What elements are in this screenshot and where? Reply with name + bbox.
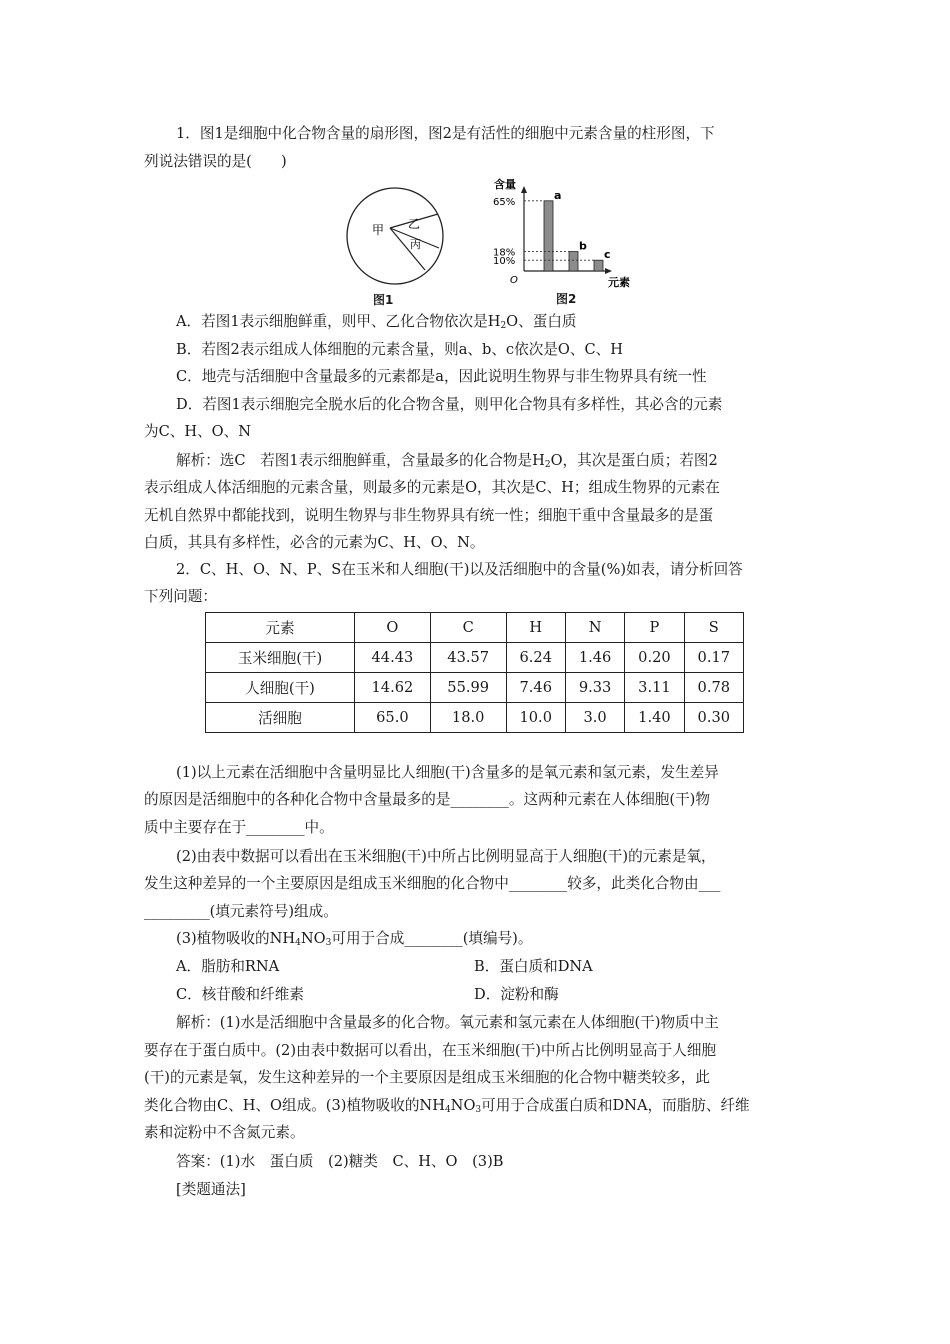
q2-analysis-line1: 解析：(1)水是活细胞中含量最多的化合物。氧元素和氢元素在人体细胞(干)物质中主 <box>176 1014 719 1031</box>
bar-c <box>594 260 603 271</box>
q2-analysis-line4: 类化合物由C、H、O组成。(3)植物吸收的$NH_4NO_3$可用于合成蛋白质和DNA，而脂肪、纤维 <box>144 1097 750 1115</box>
q1-option-d-line1: D．若图1表示细胞完全脱水后的化合物含量，则甲化合物具有多样性，其必含的元素 <box>176 396 723 413</box>
q1-analysis-line4: 白质，其具有多样性，必含的元素为C、H、O、N。 <box>144 534 485 551</box>
table-cell: 1.40 <box>625 703 684 733</box>
origin-label: O <box>510 275 518 286</box>
table-row <box>206 643 744 673</box>
table-header-cell: C <box>430 613 506 643</box>
element-content-table <box>205 612 744 733</box>
pie-slice-label-bing: 丙 <box>410 238 421 251</box>
table-header-cell: N <box>565 613 624 643</box>
q1-option-b: B．若图2表示组成人体细胞的元素含量，则a、b、c依次是O、C、H <box>176 341 623 358</box>
table-cell: 14.62 <box>355 673 431 703</box>
table-cell: 6.24 <box>506 643 565 673</box>
table-cell: 人细胞(干) <box>206 673 355 703</box>
table-cell: 0.17 <box>684 643 743 673</box>
q1-analysis-line1: 解析：选C 若图1表示细胞鲜重，含量最多的化合物是$H_2O$，其次是蛋白质；若图2 <box>176 452 718 470</box>
q2-sub3: (3)植物吸收的$NH_4NO_3$可用于合成________(填编号)。 <box>176 930 533 948</box>
bar-label-c: c <box>604 248 611 262</box>
table-cell: 9.33 <box>565 673 624 703</box>
y-tick-label: 65% <box>493 196 516 208</box>
table-cell: 10.0 <box>506 703 565 733</box>
table-cell: 活细胞 <box>206 703 355 733</box>
q2-stem-line1: 2．C、H、O、N、P、S在玉米和人细胞(干)以及活细胞中的含量(%)如表，请分析回答 <box>176 561 743 578</box>
q2-stem-line2: 下列问题： <box>144 588 217 605</box>
bar-label-a: a <box>554 188 562 202</box>
q2-option-a: A．脂肪和RNA <box>176 958 280 975</box>
table-cell: 44.43 <box>355 643 431 673</box>
q2-analysis-line2: 要存在于蛋白质中。(2)由表中数据可以看出，在玉米细胞(干)中所占比例明显高于人细胞 <box>144 1042 717 1059</box>
table-header-cell: 元素 <box>206 613 355 643</box>
table-cell: 55.99 <box>430 673 506 703</box>
table-header-cell: O <box>355 613 431 643</box>
y-axis-arrow <box>521 186 527 193</box>
figure1-caption: 图1 <box>373 293 394 307</box>
figure2-caption: 图2 <box>556 292 577 306</box>
figure1-pie-chart <box>340 184 450 294</box>
table-header-cell: S <box>684 613 743 643</box>
q2-sub2-line1: (2)由表中数据可以看出在玉米细胞(干)中所占比例明显高于人细胞(干)的元素是氧， <box>176 848 716 865</box>
x-axis-label: 元素 <box>608 276 630 289</box>
y-axis-label: 含量 <box>494 178 516 191</box>
pie-slice-label-yi: 乙 <box>408 217 421 231</box>
q2-sub2-line3: _________(填元素符号)组成。 <box>144 903 338 920</box>
table-cell: 3.11 <box>625 673 684 703</box>
figure2-bar-chart <box>490 176 640 296</box>
table-cell: 43.57 <box>430 643 506 673</box>
table-cell: 7.46 <box>506 673 565 703</box>
pie-slice-label-jia: 甲 <box>372 223 385 237</box>
table-cell: 3.0 <box>565 703 624 733</box>
bar-label-b: b <box>579 239 587 253</box>
q1-option-d-line2: 为C、H、O、N <box>144 423 252 440</box>
pie-outline <box>347 188 443 284</box>
q2-sub1-line2: 的原因是活细胞中的各种化合物中含量最多的是________。这两种元素在人体细胞(干)物 <box>144 791 710 808</box>
q1-stem-line1: 1．图1是细胞中化合物含量的扇形图，图2是有活性的细胞中元素含量的柱形图，下 <box>176 125 715 142</box>
q2-sub1-line1: (1)以上元素在活细胞中含量明显比人细胞(干)含量多的是氧元素和氢元素，发生差异 <box>176 764 719 781</box>
table-row <box>206 703 744 733</box>
table-cell: 65.0 <box>355 703 431 733</box>
q2-option-c: C．核苷酸和纤维素 <box>176 986 304 1003</box>
table-header-cell: H <box>506 613 565 643</box>
q2-analysis-line5: 素和淀粉中不含氮元素。 <box>144 1124 305 1141</box>
table-cell: 1.46 <box>565 643 624 673</box>
q1-option-c: C．地壳与活细胞中含量最多的元素都是a，因此说明生物界与非生物界具有统一性 <box>176 368 707 385</box>
table-cell: 0.78 <box>684 673 743 703</box>
q1-stem-line2: 列说法错误的是( ) <box>144 153 287 170</box>
table-header-row <box>206 613 744 643</box>
table-cell: 玉米细胞(干) <box>206 643 355 673</box>
table-cell: 0.20 <box>625 643 684 673</box>
table-cell: 0.30 <box>684 703 743 733</box>
q2-answer: 答案：(1)水 蛋白质 (2)糖类 C、H、O (3)B <box>176 1153 504 1170</box>
q1-analysis-line2: 表示组成人体活细胞的元素含量，则最多的元素是O，其次是C、H；组成生物界的元素在 <box>144 479 720 496</box>
section-tag: [类题通法] <box>176 1181 246 1198</box>
q2-sub1-line3: 质中主要存在于________中。 <box>144 819 334 836</box>
q2-option-d: D．淀粉和酶 <box>474 986 559 1003</box>
q2-option-b: B．蛋白质和DNA <box>474 958 593 975</box>
bar-b <box>569 252 578 271</box>
y-tick-label: 18% <box>493 247 516 259</box>
q1-option-a: A．若图1表示细胞鲜重，则甲、乙化合物依次是$H_2O$、蛋白质 <box>176 313 577 331</box>
y-tick-label: 10% <box>493 256 516 268</box>
x-axis-arrow <box>605 268 612 274</box>
q1-analysis-line3: 无机自然界中都能找到，说明生物界与非生物界具有统一性；细胞干重中含量最多的是蛋 <box>144 507 714 524</box>
q2-analysis-line3: (干)的元素是氧，发生这种差异的一个主要原因是组成玉米细胞的化合物中糖类较多，此 <box>144 1069 710 1086</box>
table-row <box>206 673 744 703</box>
table-header-cell: P <box>625 613 684 643</box>
q2-sub2-line2: 发生这种差异的一个主要原因是组成玉米细胞的化合物中________较多，此类化合物由___ <box>144 875 721 892</box>
table-cell: 18.0 <box>430 703 506 733</box>
